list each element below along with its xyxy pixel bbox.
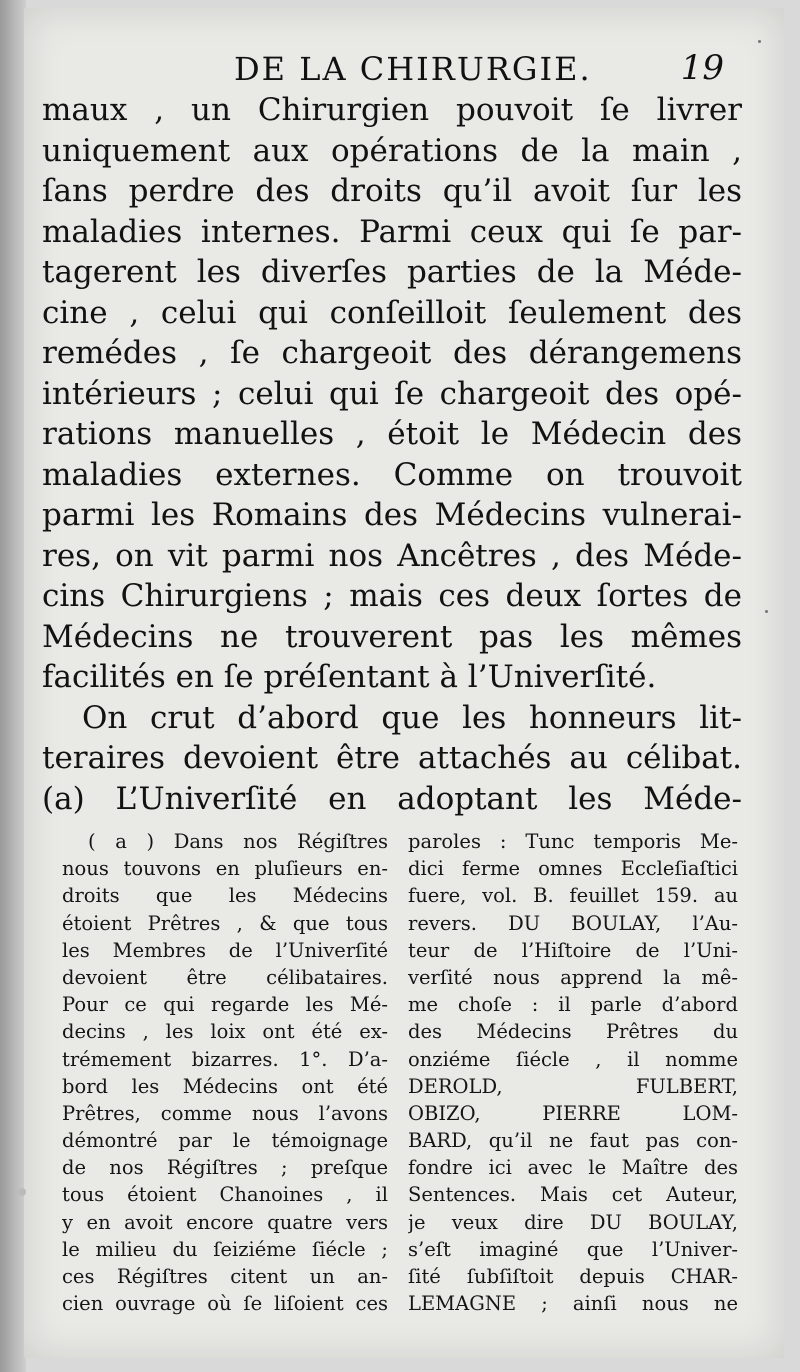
main-text-line: maladies externes. Comme on trouvoit — [42, 456, 742, 493]
main-text-block — [42, 90, 742, 819]
footnote-line: démontré par le témoignage — [62, 1129, 388, 1153]
footnote-line: onziéme ſiécle , il nomme — [408, 1047, 738, 1071]
page-number: 19 — [680, 48, 724, 88]
page-header — [64, 48, 744, 94]
footnote-line: nous touvons en pluſieurs en- — [62, 857, 388, 881]
footnote-line: ( a ) Dans nos Régiſtres — [88, 830, 388, 853]
footnote-line: Prêtres, comme nous l’avons — [62, 1101, 388, 1125]
main-text-line: teraires devoient être attachés au célibat. — [42, 740, 742, 776]
footnote-line: Pour ce qui regarde les Mé- — [62, 993, 388, 1017]
footnote-line: bord les Médecins ont été — [62, 1074, 388, 1098]
main-text-line: rations manuelles , étoit le Médecin des — [42, 416, 742, 452]
footnote-line: le milieu du ſeiziéme ſiécle ; — [62, 1237, 388, 1261]
footnote-line: ces Régiſtres citent un an- — [62, 1265, 388, 1288]
footnote-line: de nos Régiſtres ; preſque — [62, 1156, 388, 1180]
footnote-line: droits que les Médecins — [62, 884, 388, 908]
main-text-line: facilités en ſe préſentant à l’Univerſité. — [42, 659, 657, 695]
footnote-line: DEROLD, FULBERT, — [408, 1074, 738, 1098]
footnote-line: dici ferme omnes Eccleſiaſtici — [408, 857, 738, 881]
main-text-line: parmi les Romains des Médecins vulnerai- — [42, 497, 742, 533]
paper-speck — [765, 610, 768, 613]
main-text-line: cins Chirurgiens ; mais ces deux ſortes de — [42, 578, 742, 614]
running-title: DE LA CHIRURGIE. — [234, 50, 592, 88]
footnote-line: OBIZO, PIERRE LOM- — [408, 1101, 738, 1125]
main-text-line: remédes , ſe chargeoit des dérangemens — [42, 335, 742, 371]
main-text-line: On crut d’abord que les honneurs lit- — [82, 699, 742, 736]
footnote-line: me choſe : il parle d’abord — [408, 993, 738, 1017]
main-text-line: res, on vit parmi nos Ancêtres , des Méde- — [42, 537, 742, 574]
footnote-line: étoient Prêtres , & que tous — [62, 911, 388, 935]
footnote-line: ſité ſubſiſtoit depuis CHAR- — [408, 1265, 738, 1288]
paper-speck — [18, 1188, 26, 1196]
footnote-line: les Membres de l’Univerſité — [62, 938, 388, 962]
main-text-line: ſans perdre des droits qu’il avoit ſur les — [42, 173, 742, 209]
footnote-line: decins , les loix ont été ex- — [62, 1020, 388, 1044]
main-text-line: cine , celui qui conſeilloit ſeulement des — [42, 294, 742, 331]
footnote-line: fuere, vol. B. feuillet 159. au — [408, 884, 738, 908]
footnote-line: fondre ici avec le Maître des — [408, 1156, 738, 1180]
footnote-right-column — [408, 828, 738, 1317]
main-text-line: Médecins ne trouverent pas les mêmes — [42, 618, 742, 655]
book-gutter — [0, 0, 26, 1372]
paper-speck — [758, 40, 761, 43]
main-text-line: uniquement aux opérations de la main , — [42, 132, 742, 169]
footnote-line: BARD, qu’il ne faut pas con- — [408, 1129, 738, 1153]
footnote-line: revers. DU BOULAY, l’Au- — [408, 911, 738, 935]
footnote-line: y en avoit encore quatre vers — [62, 1210, 388, 1234]
footnote-line: Sentences. Mais cet Auteur, — [408, 1183, 738, 1207]
main-text-line: maux , un Chirurgien pouvoit ſe livrer — [42, 92, 742, 128]
footnote-line: LEMAGNE ; ainſi nous ne — [408, 1292, 738, 1316]
main-text-line: intérieurs ; celui qui ſe chargeoit des opé- — [42, 375, 742, 412]
footnote-line: des Médecins Prêtres du — [408, 1020, 738, 1044]
footnote-line: je veux dire DU BOULAY, — [408, 1210, 738, 1234]
footnote-line: verſité nous apprend la mê- — [408, 965, 738, 989]
footnote-line: devoient être célibataires. — [62, 965, 388, 989]
main-text-line: maladies internes. Parmi ceux qui ſe par- — [42, 213, 742, 250]
footnote-line: cien ouvrage où ſe liſoient ces — [62, 1292, 388, 1316]
footnote-line: trémement bizarres. 1°. D’a- — [62, 1047, 388, 1071]
footnote-line: paroles : Tunc temporis Me- — [408, 830, 738, 853]
footnote-line: tous étoient Chanoines , il — [62, 1183, 388, 1207]
main-text-line: tagerent les diverſes parties de la Méde- — [42, 254, 742, 290]
footnote-left-column — [62, 828, 388, 1317]
footnote-line: s’eſt imaginé que l’Univer- — [408, 1237, 738, 1261]
footnote-line: teur de l’Hiſtoire de l’Uni- — [408, 938, 738, 962]
main-text-line: (a) L’Univerſité en adoptant les Méde- — [42, 780, 742, 817]
